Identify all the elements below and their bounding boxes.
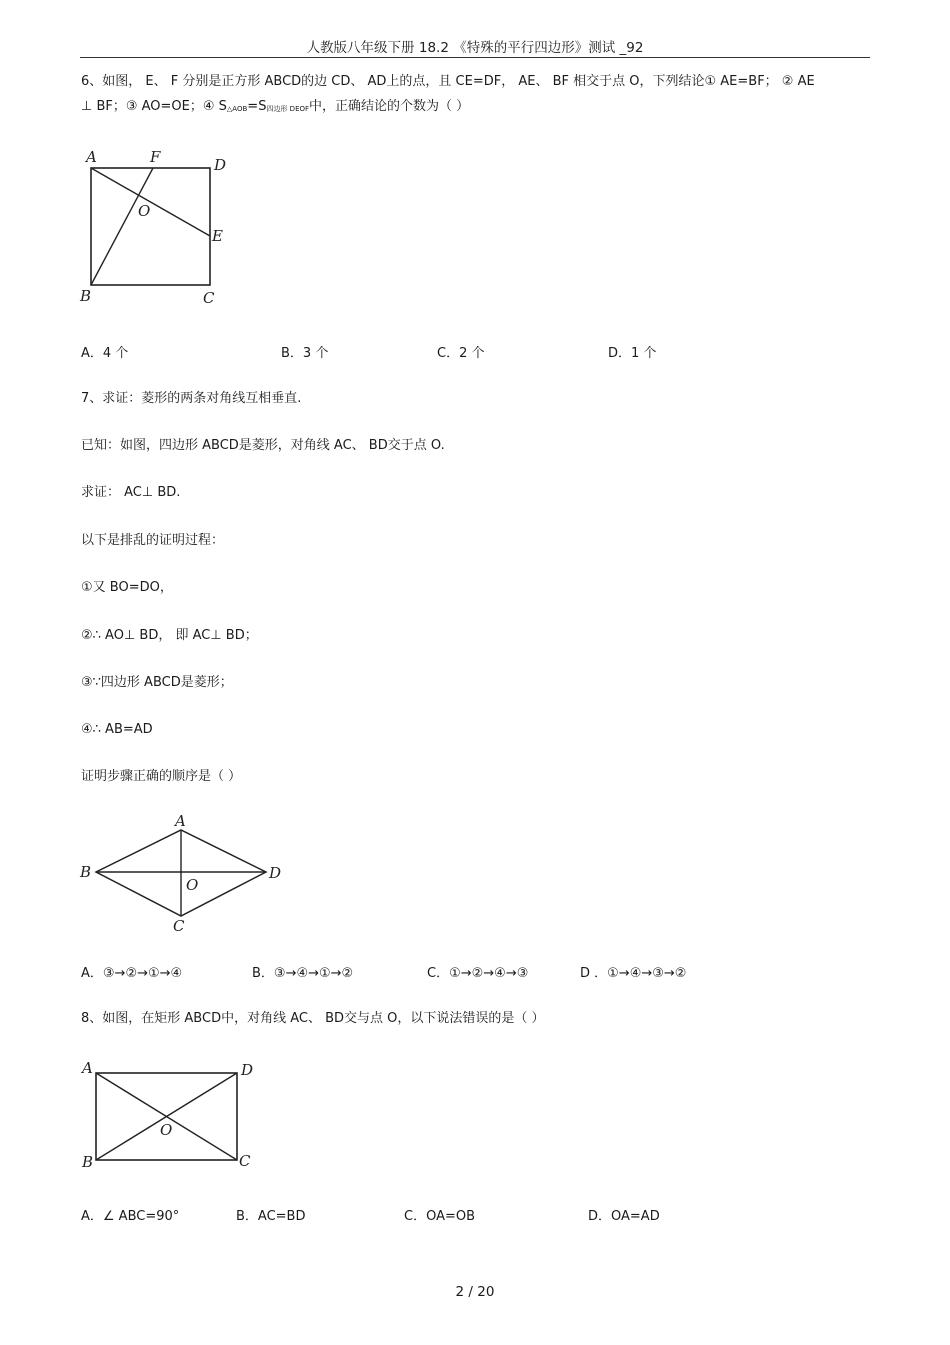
header-rule (80, 57, 870, 58)
q6-label-b: B (80, 287, 92, 305)
q6-option-b: B．3 个 (281, 346, 329, 361)
q8-option-d: D．OA=AD (588, 1209, 660, 1224)
q8-rectangle-figure (80, 1058, 260, 1173)
q7-label-b: B (80, 863, 92, 881)
q7-option-a: A．③→②→①→④ (81, 966, 183, 981)
q8-label-d: D (241, 1061, 254, 1079)
q7-option-c: C．①→②→④→③ (427, 966, 529, 981)
q8-label-a: A (82, 1059, 93, 1077)
q6-line2-pre: ⊥ BF；③ AO=OE；④ S (81, 99, 227, 114)
q6-label-o: O (138, 202, 151, 220)
page-header: 人教版八年级下册 18.2 《特殊的平行四边形》测试 _92 (306, 40, 644, 56)
q6-line2-post: 中，正确结论的个数为（ ） (309, 99, 470, 114)
q7-question: 证明步骤正确的顺序是（ ） (81, 769, 242, 784)
q8-label-c: C (239, 1152, 251, 1170)
q7-option-d: D ．①→④→③→② (580, 966, 687, 981)
q7-step-2: ②∴ AO⊥ BD， 即 AC⊥ BD； (81, 628, 258, 643)
q6-area-sub1: △AOB (226, 105, 248, 113)
q7-label-d: D (269, 864, 282, 882)
q7-label-o: O (186, 876, 199, 894)
q6-option-a: A．4 个 (81, 346, 129, 361)
q6-line1: 6、如图， E、 F 分别是正方形 ABCD的边 CD、 AD上的点，且 CE=DF， AE、 BF 相交于点 O，下列结论① AE=BF； ② AE (81, 74, 815, 89)
q6-label-d: D (214, 156, 227, 174)
q7-intro: 以下是排乱的证明过程： (81, 533, 225, 548)
q8-option-c: C．OA=OB (404, 1209, 476, 1224)
q7-step-4: ④∴ AB=AD (81, 722, 153, 737)
q8-label-o: O (160, 1121, 173, 1139)
q7-label-c: C (173, 917, 185, 935)
q7-given: 已知：如图，四边形 ABCD是菱形，对角线 AC、 BD交于点 O. (81, 438, 445, 453)
q6-label-c: C (203, 289, 215, 307)
q6-option-c: C．2 个 (437, 346, 485, 361)
q6-label-e: E (212, 227, 223, 245)
q6-label-f: F (150, 148, 161, 166)
q8-option-a: A．∠ ABC=90° (81, 1209, 180, 1224)
q7-option-b: B．③→④→①→② (252, 966, 354, 981)
q8-stem: 8、如图，在矩形 ABCD中，对角线 AC、 BD交与点 O，以下说法错误的是（ ） (81, 1011, 545, 1026)
q6-option-d: D．1 个 (608, 346, 657, 361)
q8-option-b: B．AC=BD (236, 1209, 306, 1224)
q6-line2 (81, 97, 469, 119)
q6-square-figure (80, 148, 240, 313)
q6-area-sub2: 四边形 DEOF (266, 105, 310, 113)
q7-prove: 求证： AC⊥ BD. (81, 485, 181, 500)
q6-label-a: A (86, 148, 97, 166)
q7-stem: 7、求证：菱形的两条对角线互相垂直. (81, 391, 302, 406)
page-number: 2 / 20 (455, 1284, 495, 1300)
q8-label-b: B (82, 1153, 94, 1171)
q7-rhombus-figure (80, 812, 290, 936)
q7-label-a: A (175, 812, 186, 830)
q6-equal: =S (247, 99, 267, 114)
q7-step-3: ③∵四边形 ABCD是菱形； (81, 675, 233, 690)
q7-step-1: ①又 BO=DO， (81, 580, 173, 595)
